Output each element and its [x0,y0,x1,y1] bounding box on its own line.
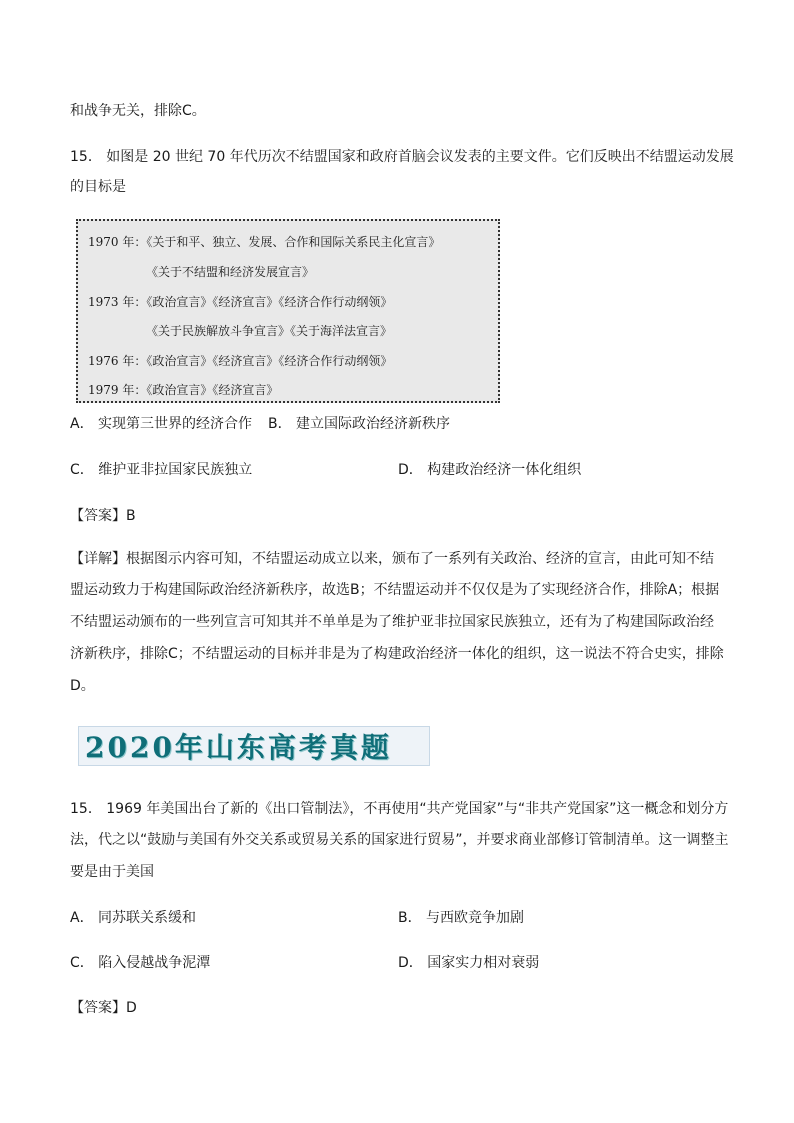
doc-line: 1970 年：《关于和平、独立、发展、合作和国际关系民主化宣言》 [88,235,441,249]
doc-line: 1979 年：《政治宣言》《经济宣言》 [88,383,279,397]
previous-explanation-tail: 和战争无关，排除C。 [70,103,206,119]
answer-label: 【答案】D [70,1000,137,1016]
option-c: C． 陷入侵越战争泥潭 [70,955,211,971]
documents-list-box [76,219,500,403]
doc-line: 《关于民族解放斗争宣言》《关于海洋法宣言》 [146,324,393,338]
option-a: A． 实现第三世界的经济合作 [70,416,253,432]
doc-line: 1976 年：《政治宣言》《经济宣言》《经济合作行动纲领》 [88,354,393,368]
option-b: B． 建立国际政治经济新秩序 [268,416,451,432]
option-c: C． 维护亚非拉国家民族独立 [70,462,253,478]
doc-line: 《关于不结盟和经济发展宣言》 [146,265,315,279]
answer-label: 【答案】B [70,508,136,524]
option-b: B． 与西欧竞争加剧 [398,910,525,926]
doc-line: 1973 年：《政治宣言》《经济宣言》《经济合作行动纲领》 [88,295,393,309]
banner-title: 2020年山东高考真题 [85,731,392,764]
option-d: D． 国家实力相对衰弱 [398,955,540,971]
section-banner [78,726,430,766]
option-d: D． 构建政治经济一体化组织 [398,462,582,478]
option-a: A． 同苏联关系缓和 [70,910,197,926]
